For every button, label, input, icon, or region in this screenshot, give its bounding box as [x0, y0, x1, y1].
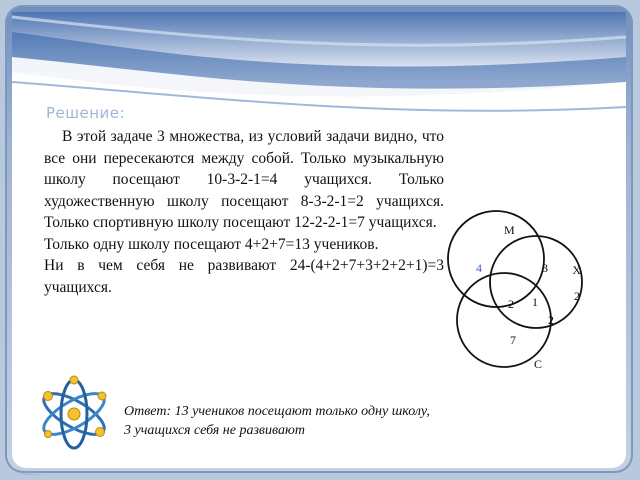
- atom-logo: [34, 374, 114, 454]
- answer-line: Ответ: 13 учеников посещают только одну школу,: [124, 404, 430, 419]
- solution-paragraph: В этой задаче 3 множества, из условий задачи видно, что все они пересекаются между собой. Только музыкальную школу посещают 10-3-2-1=4 учащихся. Только художественную школу посещают 8-3-2-1=2 учащихся. Только спортивную школу посещают 12-2-2-1=7 учащихся.: [44, 128, 444, 231]
- venn-label-c: С: [534, 357, 543, 371]
- answer: [124, 402, 430, 440]
- venn-value-c-only: 7: [510, 333, 516, 347]
- venn-circle-c: [457, 273, 551, 367]
- venn-diagram: [444, 202, 584, 372]
- venn-value-mc: 2: [508, 297, 514, 311]
- answer-line: 3 учащихся себя не развивают: [124, 423, 305, 438]
- solution-text: [44, 126, 444, 298]
- venn-circle-x: [490, 236, 582, 328]
- venn-label-x: Х: [572, 263, 581, 277]
- solution-paragraph: Ни в чем себя не развивают 24-(4+2+7+3+2+2+1)=3 учащихся.: [44, 257, 444, 296]
- venn-value-mx: 3: [542, 261, 548, 275]
- venn-value-mxc: 1: [532, 295, 538, 309]
- slide: [12, 12, 626, 477]
- solution-paragraph: Только одну школу посещают 4+2+7=13 учеников.: [44, 235, 379, 253]
- venn-value-x-only: 2: [574, 289, 580, 303]
- solution-heading: Решение:: [46, 104, 126, 122]
- venn-value-m-only: 4: [476, 261, 482, 275]
- venn-value-xc: 2: [548, 313, 554, 327]
- venn-label-m: М: [504, 223, 515, 237]
- footer-url: http://...: [20, 470, 45, 477]
